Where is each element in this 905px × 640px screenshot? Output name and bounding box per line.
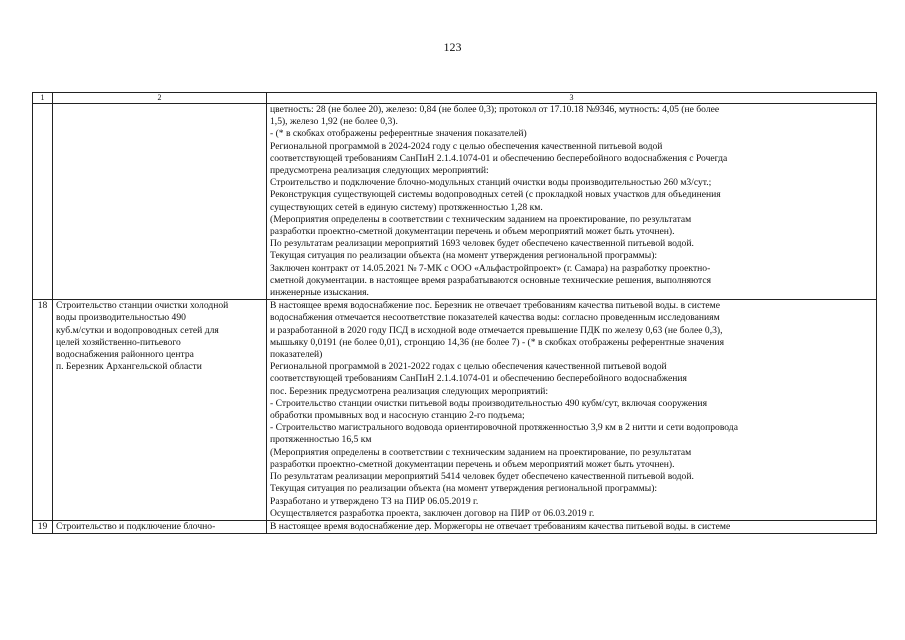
description-line: По результатам реализации мероприятий 1693 человек будет обеспечено качественной питьевой водой.: [270, 238, 694, 250]
description-line: водоснабжения отмечается несоответствие показателей качества воды: согласно проведенным исследованиям: [270, 312, 720, 324]
description-line: Текущая ситуация по реализации объекта (на момент утверждения региональной программы):: [270, 250, 658, 262]
description-line: (Мероприятия определены в соответствии с техническим заданием на проектирование, по результатам: [270, 446, 692, 458]
project-name-line: целей хозяйственно-питьевого: [56, 336, 181, 348]
description-line: пос. Березник предусмотрена реализация следующих мероприятий:: [270, 385, 549, 397]
description-line: - Строительство станции очистки питьевой воды производительностью 490 кубм/сут, включая сооружения: [270, 397, 707, 409]
project-name: [53, 520, 267, 533]
description-line: существующих сетей в единую систему) протяженностью 1,28 км.: [270, 201, 543, 213]
description-line: (Мероприятия определены в соответствии с техническим заданием на проектирование, по результатам: [270, 213, 692, 225]
description-line: показателей): [270, 349, 323, 361]
project-name-line: п. Березник Архангельской области: [56, 361, 202, 373]
description-line: соответствующей требованиям СанПиН 2.1.4.1074-01 и обеспечению бесперебойного водоснабжения с Рочегда: [270, 152, 728, 164]
description-line: Осуществляется разработка проекта, заключен договор на ПИР от 06.03.2019 г.: [270, 507, 595, 519]
project-name: [53, 300, 267, 521]
description-line: - Строительство магистрального водовода ориентировочной протяженностью 3,9 км в 2 нитти и сети водопровода: [270, 422, 738, 434]
description-line: Региональной программой в 2021-2022 годах с целью обеспечения качественной питьевой водой: [270, 361, 667, 373]
description-line: Реконструкция существующей системы водопроводных сетей (с прокладкой новых участков для объединения: [270, 189, 721, 201]
description-line: мышьяку 0,0191 (не более 0,01), стронцию 14,36 (не более 7) - (* в скобках отображены референтные значения: [270, 336, 724, 348]
description-line: цветность: 28 (не более 20), железо: 0,84 (не более 0,3); протокол от 17.10.18 №9346, мутность: 4,05 (не более: [270, 104, 720, 115]
project-name-line: куб.м/сутки и водопроводных сетей для: [56, 324, 219, 336]
description-line: 1,5), железо 1,92 (не более 0,3).: [270, 116, 398, 128]
description-line: В настоящее время водоснабжение пос. Березник не отвечает требованиям качества питьевой воды. в системе: [270, 300, 720, 312]
description-line: Региональной программой в 2024-2024 году с целью обеспечения качественной питьевой водой: [270, 140, 663, 152]
project-name-line: водоснабжения районного центра: [56, 349, 194, 361]
description-line: Текущая ситуация по реализации объекта (на момент утверждения региональной программы):: [270, 483, 658, 495]
description-line: сметной документации. в настоящее время разрабатываются основные технические решения, выполняются: [270, 274, 712, 286]
project-description: [267, 300, 877, 521]
description-line: Строительство и подключение блочно-модульных станций очистки воды производительностью 260 м3/сут.;: [270, 177, 712, 189]
description-line: соответствующей требованиям СанПиН 2.1.4.1074-01 и обеспечению бесперебойного водоснабжения: [270, 373, 687, 385]
description-line: разработки проектно-сметной документации перечень и объем мероприятий может быть уточнен).: [270, 458, 675, 470]
description-line: и разработанной в 2020 году ПСД в исходной воде отмечается превышение ПДК по железу 0,63 (не более 0,3),: [270, 324, 723, 336]
table-header-row: [33, 93, 877, 104]
header-col-1: 1: [33, 93, 53, 104]
header-col-2: 2: [53, 93, 267, 104]
description-line: разработки проектно-сметной документации перечень и объем мероприятий может быть уточнен).: [270, 226, 675, 238]
project-description: [267, 104, 877, 300]
description-line: Заключен контракт от 14.05.2021 № 7-МК с ООО «Альфастройпроект» (г. Самара) на разработку проектно-: [270, 262, 711, 274]
table-row: [33, 520, 877, 533]
project-description: [267, 520, 877, 533]
table-row: [33, 104, 877, 300]
project-name-line: Строительство и подключение блочно-: [56, 520, 216, 532]
page-number: 123: [443, 40, 462, 54]
header-col-3: 3: [267, 93, 877, 104]
table-row: [33, 300, 877, 521]
description-line: протяженностью 16,5 км: [270, 434, 372, 446]
description-line: инженерные изыскания.: [270, 287, 369, 299]
row-number: [33, 104, 53, 300]
row-number: 19: [33, 520, 53, 533]
projects-table: [32, 92, 877, 534]
description-line: В настоящее время водоснабжение дер. Моржегоры не отвечает требованиям качества питьевой воды. в системе: [270, 520, 731, 532]
project-name: [53, 104, 267, 300]
description-line: По результатам реализации мероприятий 5414 человек будет обеспечено качественной питьевой водой.: [270, 471, 694, 483]
row-number: 18: [33, 300, 53, 521]
description-line: Разработано и утверждено ТЗ на ПИР 06.05.2019 г.: [270, 495, 479, 507]
project-name-line: воды производительностью 490: [56, 312, 186, 324]
description-line: - (* в скобках отображены референтные значения показателей): [270, 128, 527, 140]
description-line: обработки промывных вод и насосную станцию 2-го подъема;: [270, 410, 525, 422]
project-name-line: Строительство станции очистки холодной: [56, 300, 229, 312]
description-line: предусмотрена реализация следующих мероприятий:: [270, 165, 489, 177]
